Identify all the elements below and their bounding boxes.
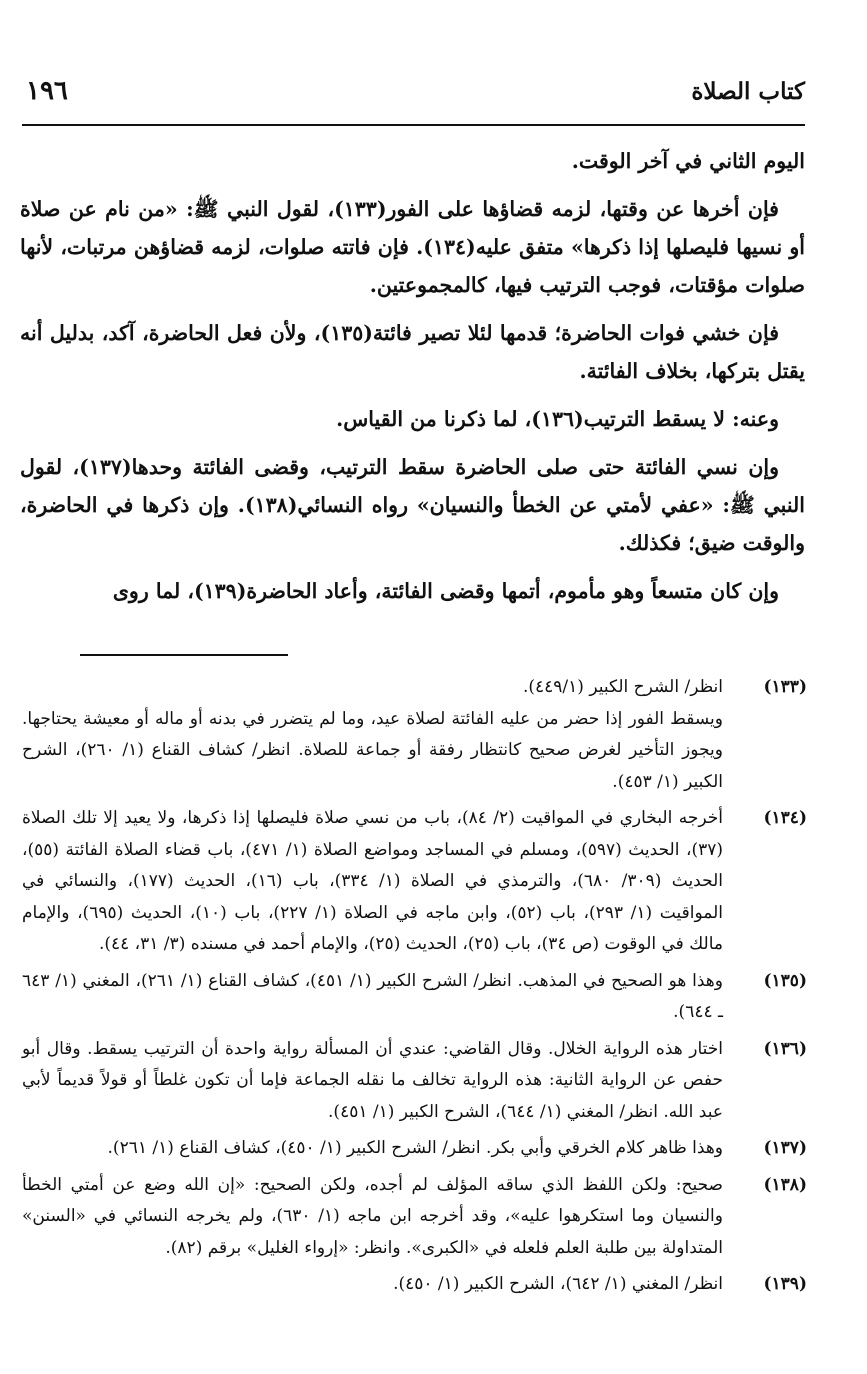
footnote	[22, 1034, 807, 1129]
footnote-text: صحيح: ولكن اللفظ الذي ساقه المؤلف لم أجده، ولكن الصحيح: «إن الله وضع عن أمتي الخطأ والنسيان وما استكرهوا عليه»، وقد أخرجه ابن ماجه (١/ ٦٣٠)، ولم يخرجه النسائي في «السنن» المتداولة بين طلبة العلم فلعله في «الكبرى». وانظر: «إرواء الغليل» برقم (٨٢).	[22, 1174, 723, 1258]
footnote-body	[22, 1133, 723, 1165]
footnote-number: (١٣٩)	[763, 1274, 807, 1294]
paragraph: وعنه: لا يسقط الترتيب(١٣٦)، لما ذكرنا من القياس.	[336, 407, 779, 431]
running-header-title: كتاب الصلاة	[691, 78, 805, 105]
footnote	[22, 672, 807, 798]
footnote-number: (١٣٧)	[763, 1138, 807, 1158]
paragraph: وإن نسي الفائتة حتى صلى الحاضرة سقط الترتيب، وقضى الفائتة وحدها(١٣٧)، لقول النبي ﷺ: «عفي لأمتي عن الخطأ والنسيان» رواه النسائي(١٣٨). وإن ذكرها في الحاضرة، والوقت ضيق؛ فكذلك.	[20, 455, 805, 555]
footnote-text: ويسقط الفور إذا حضر من عليه الفائتة لصلاة عيد، وما لم يتضرر في بدنه أو ماله أو معيشة يحتاجها. ويجوز التأخير لغرض صحيح كانتظار رفقة أو جماعة للصلاة. انظر/ كشاف القناع (١/ ٢٦٠)، الشرح الكبير (١/ ٤٥٣).	[22, 708, 723, 792]
footnote-text: انظر/ الشرح الكبير (٤٤٩/١).	[522, 677, 723, 697]
footnote-text: انظر/ المغني (١/ ٦٤٢)، الشرح الكبير (١/ ٤٥٠).	[393, 1274, 723, 1294]
footnote-number: (١٣٣)	[763, 677, 807, 697]
footnote-text: وهذا هو الصحيح في المذهب. انظر/ الشرح الكبير (١/ ٤٥١)، كشاف القناع (١/ ٢٦١)، المغني (١/ ٦٤٣ ـ ٦٤٤).	[22, 970, 723, 1022]
footnote	[22, 803, 807, 961]
footnote-number: (١٣٤)	[763, 808, 807, 828]
footnote-text: أخرجه البخاري في المواقيت (٢/ ٨٤)، باب من نسي صلاة فليصلها إذا ذكرها، ولا يعيد إلا تلك الصلاة (٣٧)، الحديث (٥٩٧)، ومسلم في المساجد ومواضع الصلاة (١/ ٤٧١)، باب قضاء الصلاة الفائتة (٥٥)، الحديث (٣٠٩/ ٦٨٠)، والترمذي في الصلاة (١/ ٣٣٤)، باب (١٦)، الحديث (١٧٧)، والنسائي في المواقيت (١/ ٢٩٣)، باب (٥٢)، وابن ماجه في الصلاة (١/ ٢٢٧)، باب (١٠)، الحديث (٦٩٥)، والإمام مالك في الوقوت (ص ٣٤)، باب (٢٥)، الحديث (٢٥)، والإمام أحمد في مسنده (٣/ ٣١، ٤٤).	[22, 808, 723, 954]
footnote-body	[22, 966, 723, 1029]
footnote-number: (١٣٨)	[763, 1174, 807, 1195]
footnote-number: (١٣٥)	[763, 970, 807, 991]
footnote-number: (١٣٦)	[763, 1038, 807, 1059]
footnote	[22, 966, 807, 1029]
footnote-body	[22, 1269, 723, 1301]
footnotes	[22, 672, 807, 1306]
paragraph: فإن خشي فوات الحاضرة؛ قدمها لئلا تصير فائتة(١٣٥)، ولأن فعل الحاضرة، آكد، بدليل أنه يقتل بتركها، بخلاف الفائتة.	[20, 321, 805, 383]
footnote-text: وهذا ظاهر كلام الخرقي وأبي بكر. انظر/ الشرح الكبير (١/ ٤٥٠)، كشاف القناع (١/ ٢٦١).	[107, 1138, 723, 1158]
footnote	[22, 1269, 807, 1301]
footnote-text: اختار هذه الرواية الخلال. وقال القاضي: عندي أن المسألة رواية واحدة أن الترتيب يسقط. وقال أبو حفص عن الرواية الثانية: هذه الرواية تخالف ما نقله الجماعة فإما أن تكون غلطاً أو قولاً قديماً لأبي عبد الله. انظر/ المغني (١/ ٦٤٤)، الشرح الكبير (١/ ٤٥١).	[22, 1038, 723, 1122]
footnote-body	[22, 803, 723, 961]
paragraph: فإن أخرها عن وقتها، لزمه قضاؤها على الفور(١٣٣)، لقول النبي ﷺ: «من نام عن صلاة أو نسيها فليصلها إذا ذكرها» متفق عليه(١٣٤). فإن فاتته صلوات، لزمه قضاؤهن مرتبات، لأنها صلوات مؤقتات، فوجب الترتيب فيها، كالمجموعتين.	[20, 197, 805, 297]
main-text	[20, 142, 805, 610]
paragraph: اليوم الثاني في آخر الوقت.	[571, 149, 805, 173]
header-rule	[22, 124, 805, 126]
footnote	[22, 1170, 807, 1265]
footnote-separator	[80, 654, 288, 656]
footnote-body	[22, 1034, 723, 1129]
paragraph: وإن كان متسعاً وهو مأموم، أتمها وقضى الفائتة، وأعاد الحاضرة(١٣٩)، لما روى	[112, 579, 779, 603]
page-number: ١٩٦	[26, 76, 68, 106]
footnote-body	[22, 672, 723, 798]
page-header	[22, 70, 805, 126]
footnote-body	[22, 1170, 723, 1265]
footnote	[22, 1133, 807, 1165]
